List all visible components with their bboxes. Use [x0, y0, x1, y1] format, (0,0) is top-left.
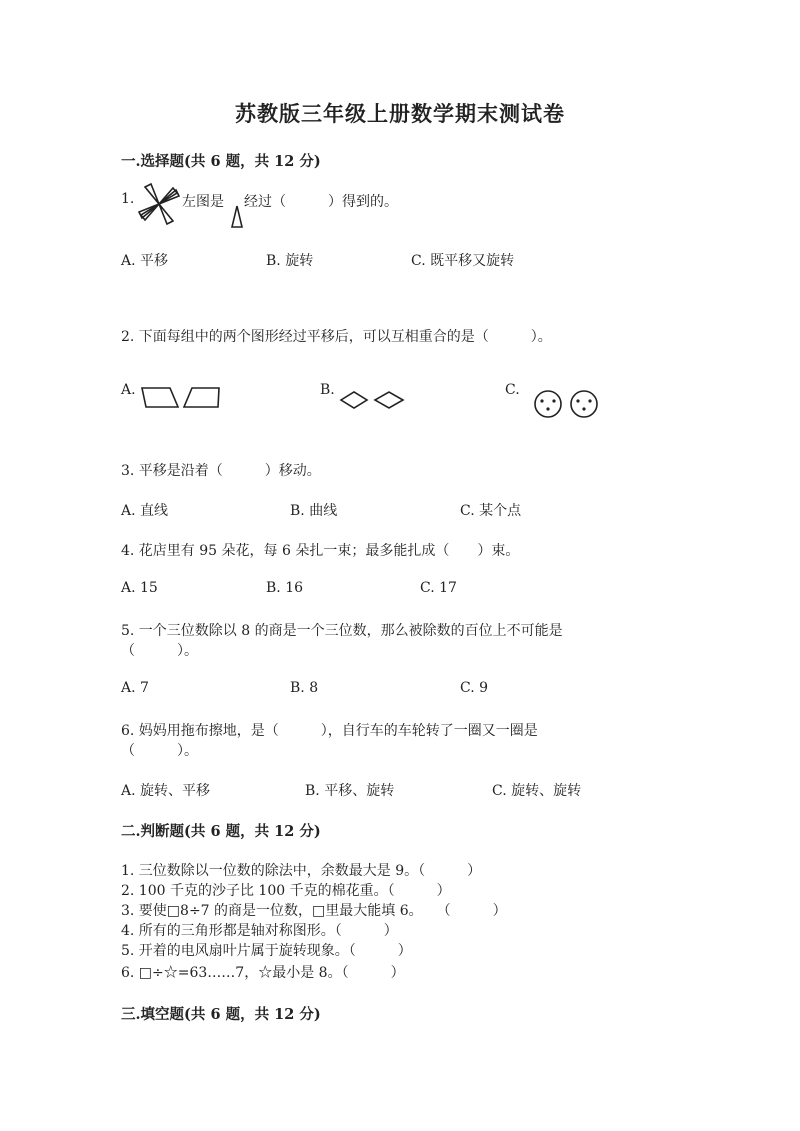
q3-option-c[interactable]: C. 某个点: [460, 503, 522, 519]
page-title: 苏教版三年级上册数学期末测试卷: [235, 101, 565, 126]
section-heading-fill-blank: 三.填空题(共 6 题，共 12 分): [121, 1006, 321, 1023]
q1-option-a[interactable]: A. 平移: [121, 253, 169, 269]
section-heading-judgement: 二.判断题(共 6 题，共 12 分): [121, 823, 321, 840]
question-1-number: 1.: [121, 191, 135, 207]
question-1-text-b: 经过（ ）得到的。: [244, 194, 398, 210]
q6-option-b[interactable]: B. 平移、旋转: [305, 783, 395, 799]
q4-option-b[interactable]: B. 16: [266, 580, 304, 596]
q4-option-c[interactable]: C. 17: [420, 580, 457, 596]
q3-option-b[interactable]: B. 曲线: [290, 503, 338, 519]
q2-option-a[interactable]: A.: [121, 382, 136, 398]
judgement-item: 1. 三位数除以一位数的除法中，余数最大是 9。（ ）: [121, 863, 482, 879]
question-6-line1: 6. 妈妈用拖布擦地，是（ ），自行车的车轮转了一圈又一圈是: [121, 723, 538, 739]
q6-option-c[interactable]: C. 旋转、旋转: [492, 783, 582, 799]
single-blade-triangle: [230, 205, 244, 229]
q1-option-b[interactable]: B. 旋转: [266, 253, 314, 269]
judgement-item: 2. 100 千克的沙子比 100 千克的棉花重。（ ）: [121, 883, 451, 899]
q6-option-a[interactable]: A. 旋转、平移: [121, 783, 211, 799]
q5-option-a[interactable]: A. 7: [121, 680, 149, 696]
judgement-item: 3. 要使□8÷7 的商是一位数，□里最大能填 6。 （ ）: [121, 903, 507, 919]
judgement-item: 4. 所有的三角形都是轴对称图形。（ ）: [121, 923, 398, 939]
q2-option-c[interactable]: C.: [505, 382, 520, 398]
judgement-item: 5. 开着的电风扇叶片属于旋转现象。（ ）: [121, 943, 412, 959]
question-2-text: 2. 下面每组中的两个图形经过平移后，可以互相重合的是（ ）。: [121, 329, 552, 345]
q5-option-b[interactable]: B. 8: [290, 680, 319, 696]
q3-option-a[interactable]: A. 直线: [121, 503, 169, 519]
question-6-line2: （ ）。: [121, 743, 198, 759]
q2-option-b[interactable]: B.: [320, 382, 335, 398]
q1-option-c[interactable]: C. 既平移又旋转: [411, 253, 515, 269]
q4-option-a[interactable]: A. 15: [121, 580, 158, 596]
judgement-item: 6. □÷☆=63……7，☆最小是 8。（ ）: [121, 965, 405, 981]
question-1-text-a: 左图是: [182, 194, 224, 210]
q5-option-c[interactable]: C. 9: [460, 680, 489, 696]
question-5-line2: （ ）。: [121, 643, 198, 659]
dotted-circle-pair: [530, 390, 602, 420]
question-5-line1: 5. 一个三位数除以 8 的商是一个三位数，那么被除数的百位上不可能是: [121, 623, 563, 639]
question-4-text: 4. 花店里有 95 朵花，每 6 朵扎一束；最多能扎成（ ）束。: [121, 543, 520, 559]
pinwheel-figure: [137, 182, 181, 226]
section-heading-choice: 一.选择题(共 6 题，共 12 分): [121, 153, 321, 170]
question-3-text: 3. 平移是沿着（ ）移动。: [121, 463, 321, 479]
parallelogram-pair: [140, 386, 224, 410]
diamond-pair: [339, 390, 407, 410]
